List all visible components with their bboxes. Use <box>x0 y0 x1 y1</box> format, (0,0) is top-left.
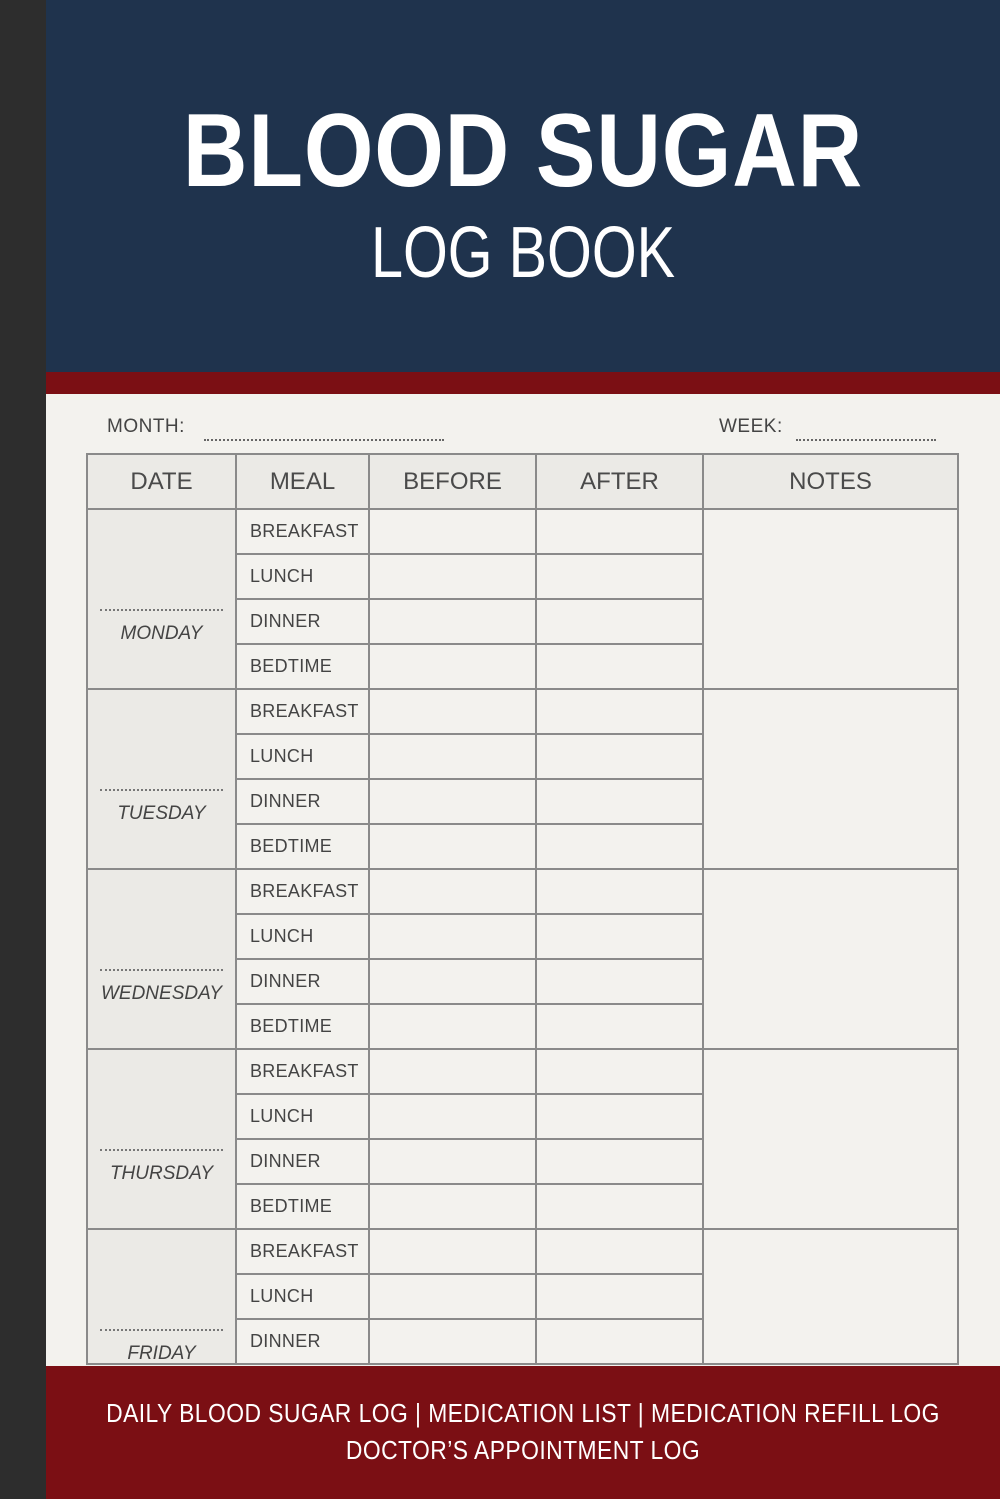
meal-label: DINNER <box>236 779 369 824</box>
meal-label: BEDTIME <box>236 1184 369 1229</box>
meal-label: LUNCH <box>236 1274 369 1319</box>
after-reading-cell[interactable] <box>536 1004 703 1049</box>
before-reading-cell[interactable] <box>369 869 536 914</box>
before-reading-cell[interactable] <box>369 824 536 869</box>
meal-label: LUNCH <box>236 554 369 599</box>
before-reading-cell[interactable] <box>369 644 536 689</box>
before-reading-cell[interactable] <box>369 1184 536 1229</box>
meal-label: DINNER <box>236 959 369 1004</box>
after-reading-cell[interactable] <box>536 1184 703 1229</box>
date-write-line <box>100 1149 223 1151</box>
meal-label: DINNER <box>236 599 369 644</box>
meal-label: BEDTIME <box>236 1004 369 1049</box>
after-reading-cell[interactable] <box>536 824 703 869</box>
before-reading-cell[interactable] <box>369 554 536 599</box>
cover-subtitle: LOG BOOK <box>370 213 676 293</box>
header-row <box>87 454 958 509</box>
after-reading-cell[interactable] <box>536 1319 703 1364</box>
meal-label: DINNER <box>236 1319 369 1364</box>
footer-appointment-line: DOCTOR’S APPOINTMENT LOG <box>345 1435 701 1465</box>
month-label: MONTH: <box>107 416 185 437</box>
table-row <box>87 1229 958 1274</box>
meal-label: BREAKFAST <box>236 1049 369 1094</box>
day-name: MONDAY <box>120 623 203 644</box>
after-reading-cell[interactable] <box>536 554 703 599</box>
after-reading-cell[interactable] <box>536 1274 703 1319</box>
before-reading-cell[interactable] <box>369 1319 536 1364</box>
date-write-line <box>100 969 223 971</box>
date-cell[interactable] <box>87 1229 236 1364</box>
after-reading-cell[interactable] <box>536 959 703 1004</box>
log-page <box>46 394 1000 1366</box>
before-reading-cell[interactable] <box>369 914 536 959</box>
cover-header <box>46 0 1000 372</box>
after-reading-cell[interactable] <box>536 599 703 644</box>
before-reading-cell[interactable] <box>369 779 536 824</box>
week-field-line <box>796 439 936 441</box>
date-write-line <box>100 609 223 611</box>
after-reading-cell[interactable] <box>536 734 703 779</box>
before-reading-cell[interactable] <box>369 1139 536 1184</box>
header-after: AFTER <box>536 454 703 509</box>
date-cell[interactable] <box>87 1049 236 1229</box>
day-name: WEDNESDAY <box>100 983 223 1004</box>
meal-label: BREAKFAST <box>236 869 369 914</box>
meal-label: LUNCH <box>236 914 369 959</box>
meal-label: BREAKFAST <box>236 1229 369 1274</box>
footer-features-line: DAILY BLOOD SUGAR LOG | MEDICATION LIST | MEDICATION REFILL LOG <box>106 1398 940 1428</box>
after-reading-cell[interactable] <box>536 914 703 959</box>
before-reading-cell[interactable] <box>369 689 536 734</box>
header-before: BEFORE <box>369 454 536 509</box>
book-spine <box>0 0 46 1499</box>
date-cell[interactable] <box>87 869 236 1049</box>
after-reading-cell[interactable] <box>536 1139 703 1184</box>
log-body <box>87 509 958 1364</box>
before-reading-cell[interactable] <box>369 734 536 779</box>
before-reading-cell[interactable] <box>369 1004 536 1049</box>
table-row <box>87 689 958 734</box>
before-reading-cell[interactable] <box>369 1229 536 1274</box>
notes-cell[interactable] <box>703 869 958 1049</box>
after-reading-cell[interactable] <box>536 1094 703 1139</box>
day-name: FRIDAY <box>127 1343 196 1364</box>
notes-cell[interactable] <box>703 509 958 689</box>
day-name: TUESDAY <box>117 803 206 824</box>
meal-label: BEDTIME <box>236 644 369 689</box>
meal-label: BEDTIME <box>236 824 369 869</box>
table-row <box>87 509 958 554</box>
before-reading-cell[interactable] <box>369 959 536 1004</box>
meal-label: BREAKFAST <box>236 689 369 734</box>
notes-cell[interactable] <box>703 1229 958 1364</box>
date-cell[interactable] <box>87 689 236 869</box>
week-label: WEEK: <box>719 416 783 437</box>
before-reading-cell[interactable] <box>369 1049 536 1094</box>
after-reading-cell[interactable] <box>536 644 703 689</box>
after-reading-cell[interactable] <box>536 779 703 824</box>
date-cell[interactable] <box>87 509 236 689</box>
table-row <box>87 1049 958 1094</box>
meal-label: BREAKFAST <box>236 509 369 554</box>
after-reading-cell[interactable] <box>536 689 703 734</box>
after-reading-cell[interactable] <box>536 1229 703 1274</box>
before-reading-cell[interactable] <box>369 509 536 554</box>
after-reading-cell[interactable] <box>536 1049 703 1094</box>
header-date: DATE <box>87 454 236 509</box>
day-name: THURSDAY <box>109 1163 214 1184</box>
after-reading-cell[interactable] <box>536 509 703 554</box>
month-field-line <box>204 439 444 441</box>
notes-cell[interactable] <box>703 689 958 869</box>
date-write-line <box>100 789 223 791</box>
date-write-line <box>100 1329 223 1331</box>
header-notes: NOTES <box>703 454 958 509</box>
header-meal: MEAL <box>236 454 369 509</box>
meal-label: LUNCH <box>236 1094 369 1139</box>
notes-cell[interactable] <box>703 1049 958 1229</box>
after-reading-cell[interactable] <box>536 869 703 914</box>
meal-label: LUNCH <box>236 734 369 779</box>
before-reading-cell[interactable] <box>369 1094 536 1139</box>
before-reading-cell[interactable] <box>369 1274 536 1319</box>
log-table <box>86 453 959 1365</box>
divider-band <box>46 372 1000 394</box>
cover-footer <box>46 1366 1000 1499</box>
cover-title: BLOOD SUGAR <box>182 93 864 209</box>
table-row <box>87 869 958 914</box>
before-reading-cell[interactable] <box>369 599 536 644</box>
meal-label: DINNER <box>236 1139 369 1184</box>
